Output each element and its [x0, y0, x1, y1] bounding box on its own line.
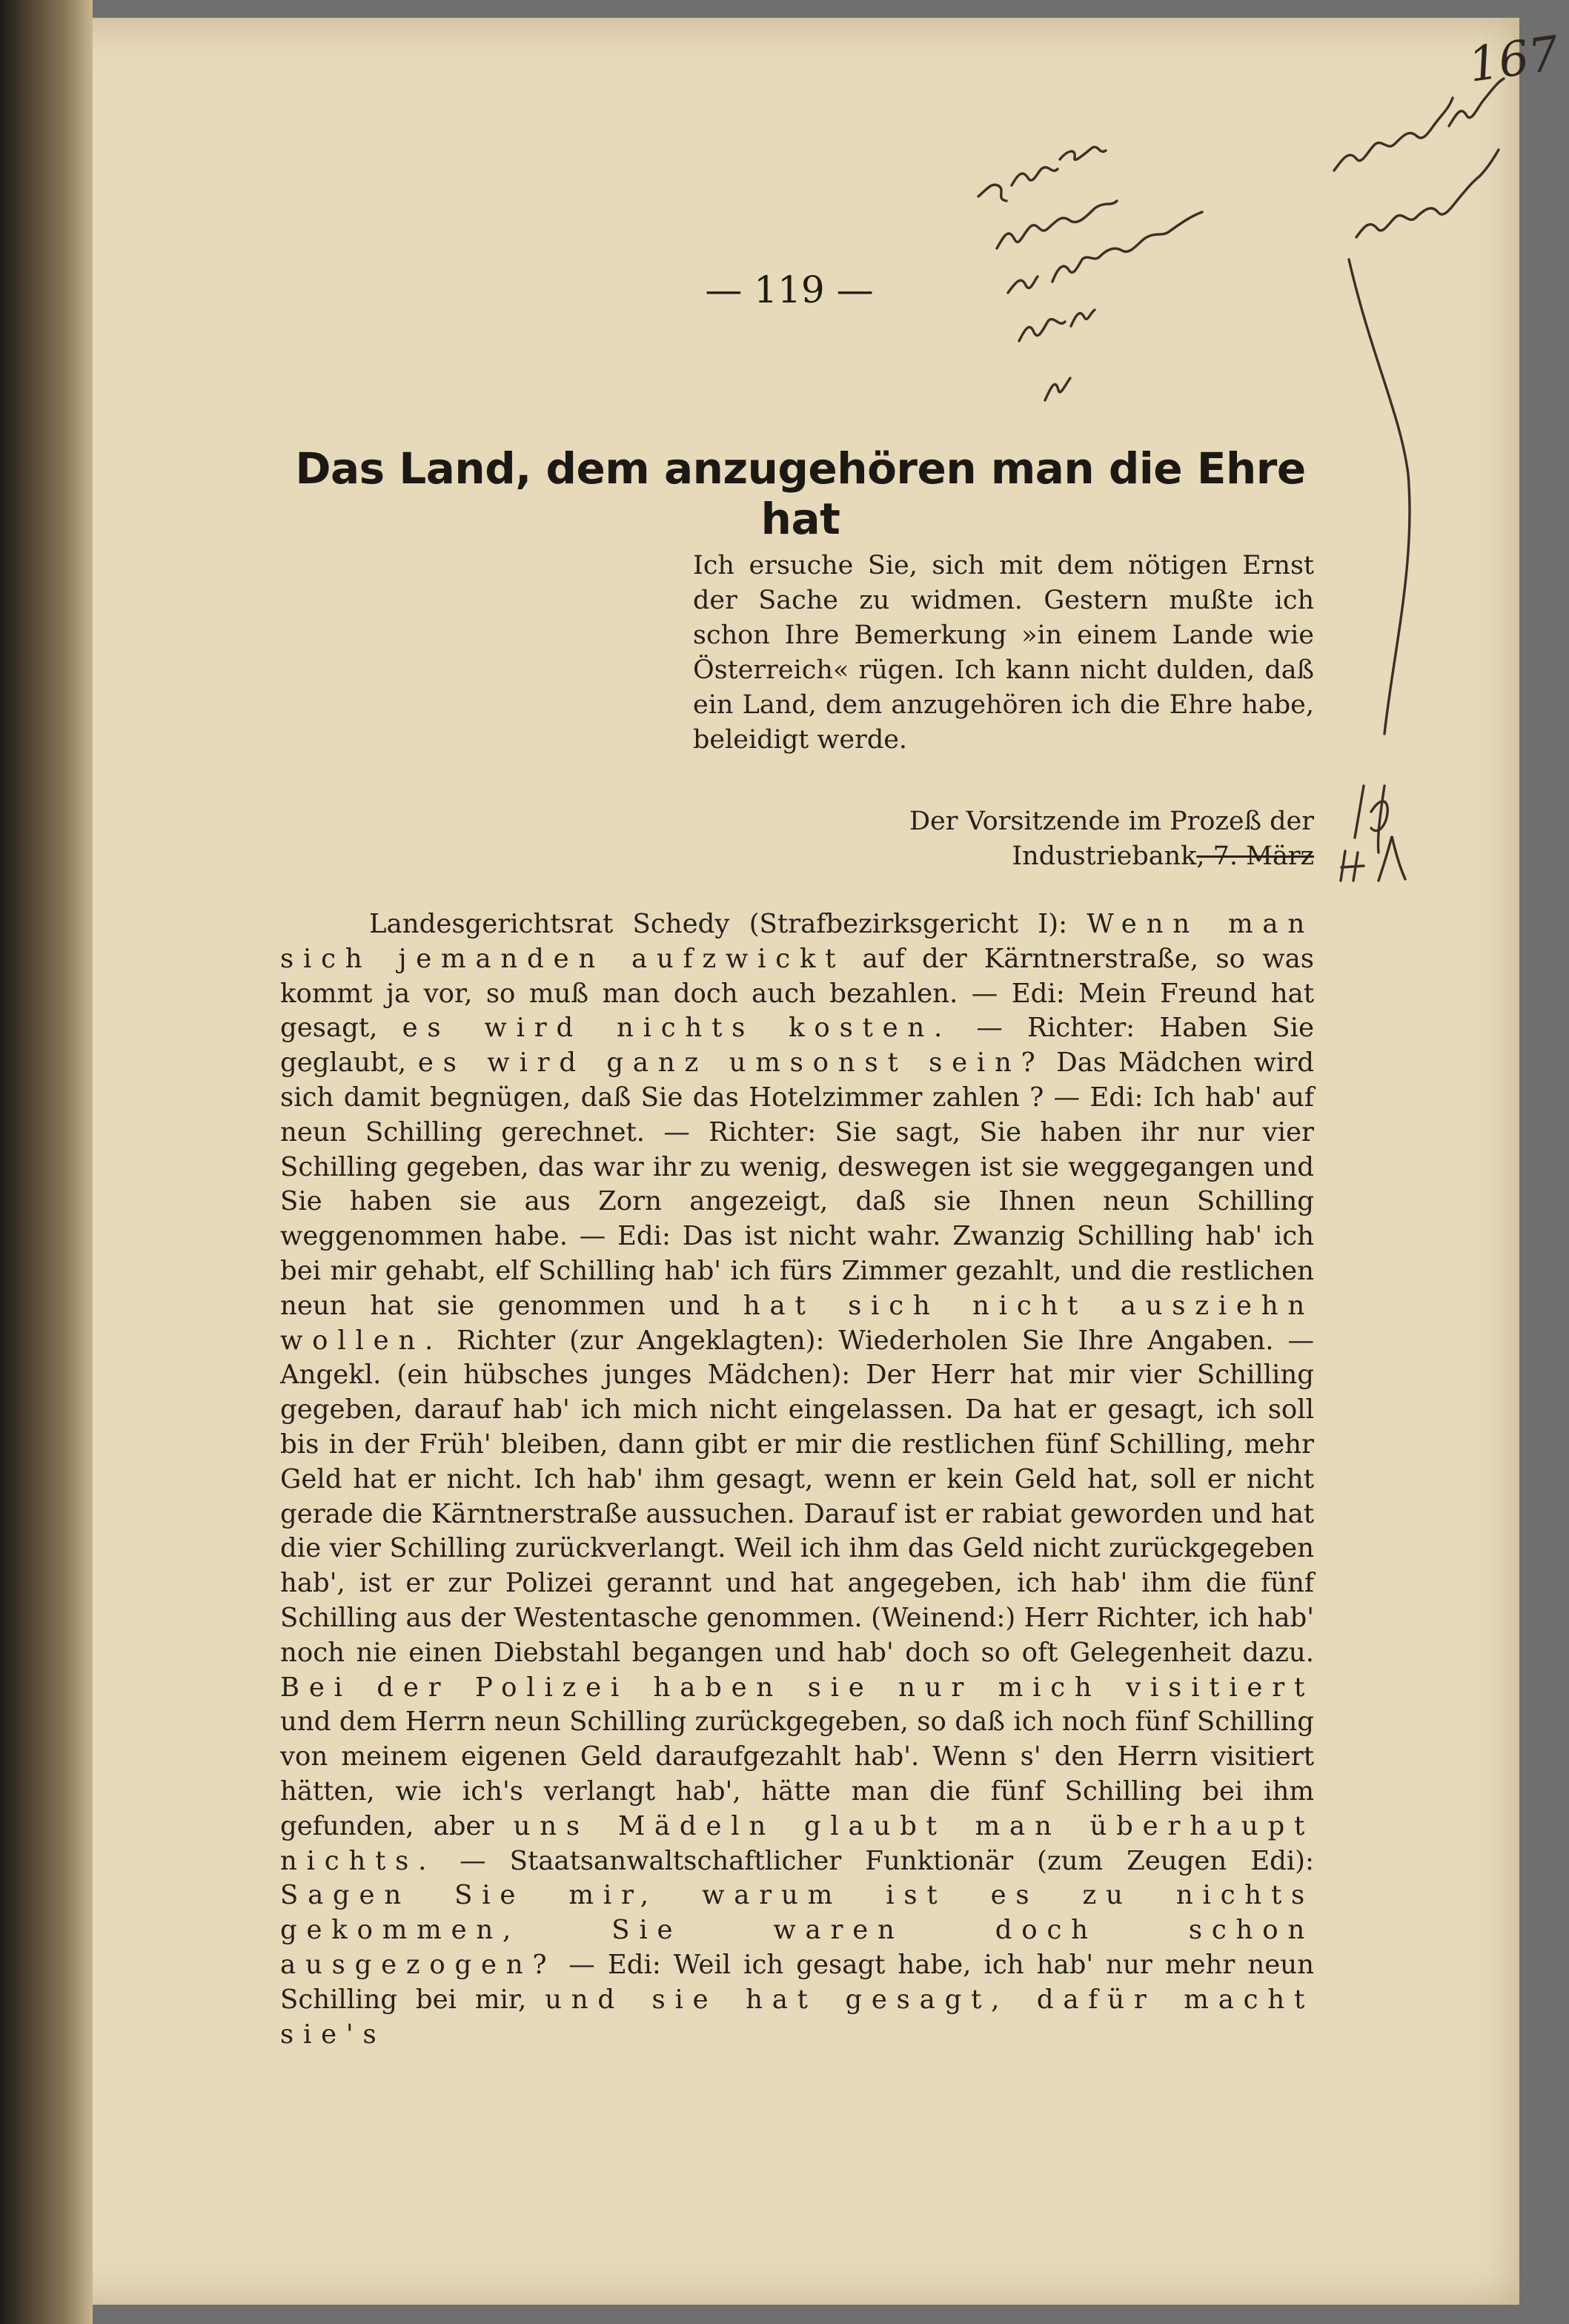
body-run: auf der Kärntnerstraße, so was kommt ja vor, so muß man doch auch bezahlen. — Edi: Mein Freund hat gesagt,: [280, 943, 1314, 1044]
body-run: — Richter: Haben Sie geglaubt,: [280, 1013, 1314, 1079]
handwritten-page-number: 167: [1464, 26, 1563, 93]
body-run-spaced: uns Mädeln glaubt man überhaupt nichts.: [280, 1810, 1314, 1876]
page-folio: — 119 —: [705, 268, 874, 311]
body-run: Landesgerichtsrat Schedy: [369, 909, 730, 939]
book-spine-shadow: [0, 0, 93, 2324]
attribution-line-1: Der Vorsitzende im Prozeß der: [909, 807, 1314, 836]
body-run-spaced: Bei der Polizei haben sie nur mich visitiert: [280, 1672, 1314, 1703]
body-run-spaced: es wird nichts kosten.: [402, 1013, 952, 1044]
body-run: Das Mädchen wird sich damit begnügen, daß Sie das Hotelzimmer zahlen ? — Edi: Ich hab' auf neun Schilling gerechnet. — Richter: Sie sagt, Sie haben ihr nur vier Schilling gegeben, das war ihr zu wenig, deswegen ist sie weggegangen und Sie haben sie aus Zorn angezeigt, daß sie Ihnen neun Schilling weggenommen habe. — Edi: Das ist nicht wahr. Zwanzig Schilling hab' ich bei mir gehabt, elf Schilling hab' ich fürs Zimmer gezahlt, und die restlichen neun hat sie genommen und: [280, 1047, 1315, 1321]
body-run: — Edi: Weil ich gesagt habe, ich hab' nur mehr neun Schilling bei mir,: [280, 1949, 1314, 2015]
body-paragraph: [280, 907, 1314, 2052]
epigraph-attribution: [693, 804, 1314, 874]
chapter-title: Das Land, dem anzugehören man die Ehre hat: [295, 443, 1306, 544]
body-run-spaced: es wird ganz umsonst sein?: [417, 1047, 1045, 1079]
body-run-spaced: Wenn man sich jemanden aufzwickt: [280, 909, 1314, 974]
body-run-spaced: Sagen Sie mir, warum ist es zu nichts gekommen, Sie waren doch schon ausgezogen?: [280, 1880, 1314, 1980]
body-run: und dem Herrn neun Schilling zurückgegeben, so daß ich noch fünf Schilling von meinem eigenen Geld daraufgezahlt hab'. Wenn s' den Herrn visitiert hätten, wie ich's verlangt hab', hätte man die fünf Schilling bei ihm gefunden, aber: [280, 1706, 1314, 1841]
epigraph-text: Ich ersuche Sie, sich mit dem nötigen Ernst der Sache zu widmen. Gestern mußte ich schon Ihre Bemerkung »in einem Lande wie Österreich« rügen. Ich kann nicht dulden, daß ein Land, dem anzugehören ich die Ehre habe, beleidigt werde.: [693, 551, 1314, 755]
body-run: Richter (zur Angeklagten): Wiederholen Sie Ihre Angaben. — Angekl. (ein hübsches junges Mädchen): Der Herr hat mir vier Schilling gegeben, darauf hab' ich mich nicht eingelassen. Da hat er gesagt, ich soll bis in der Früh' bleiben, dann gibt er mir die restlichen fünf Schilling, mehr Geld hat er nicht. Ich hab' ihm gesagt, wenn er kein Geld hat, soll er nicht gerade die Kärntnerstraße aussuchen. Darauf ist er rabiat geworden und hat die vier Schilling zurückverlangt. Weil ich ihm das Geld nicht zurückgegeben hab', ist er zur Polizei gerannt und hat angegeben, ich hab' ihm die fünf Schilling aus der Westentasche genommen. (Weinend:) Herr Richter, ich hab' noch nie einen Diebstahl begangen und hab' doch so oft Gelegenheit dazu.: [280, 1325, 1314, 1668]
attribution-line-2: [693, 839, 1314, 874]
attribution-struck-date: , 7. März: [1196, 841, 1314, 871]
body-run-spaced: und sie hat gesagt, dafür macht sie's: [280, 1984, 1314, 2050]
body-run: — Staatsanwaltschaftlicher Funktionär (zum Zeugen Edi):: [436, 1845, 1314, 1876]
body-run-spaced: hat sich nicht ausziehn wollen.: [280, 1290, 1314, 1356]
body-text: [280, 907, 1314, 2052]
attribution-source: Industriebank: [1012, 841, 1197, 871]
body-run: (Strafbezirksgericht I):: [729, 909, 1087, 939]
epigraph-quote: [693, 549, 1314, 758]
